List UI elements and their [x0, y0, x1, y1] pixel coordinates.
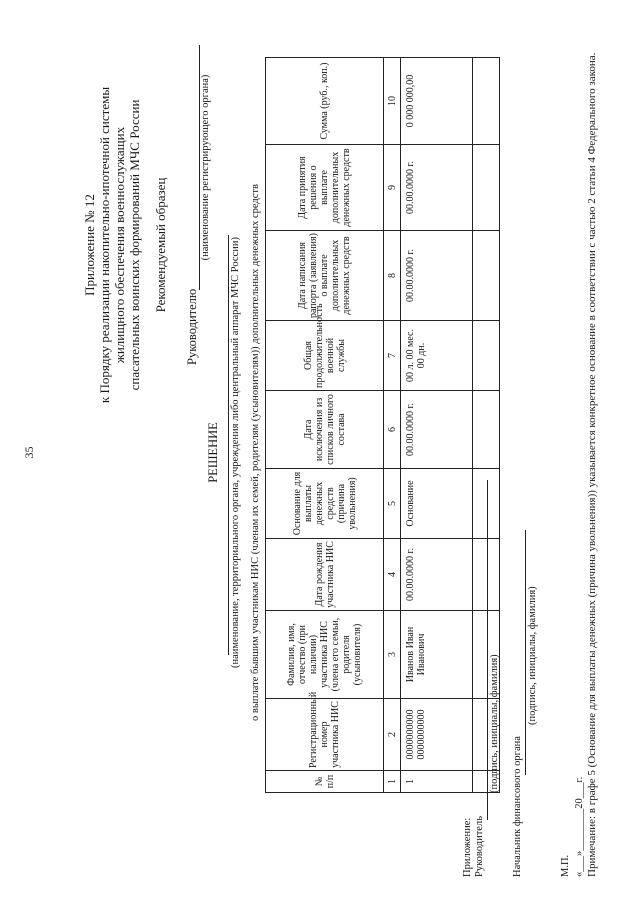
- table-cell: 1: [401, 771, 473, 793]
- table-cell: 00.00.0000 г.: [401, 231, 473, 321]
- manager-signature-caption: (подпись, инициалы, фамилия): [489, 654, 500, 793]
- table-cell: [473, 391, 500, 469]
- payments-table: [265, 57, 500, 793]
- column-number: 4: [384, 539, 401, 611]
- column-header: Основание для выплаты денежных средств (причина увольнения): [266, 469, 384, 539]
- appendix-number: Приложение № 12: [82, 194, 97, 296]
- column-header: Дата написания рапорта (заявления) о выплате дополнительных денежных средств: [266, 231, 384, 321]
- finance-signature-line: [525, 530, 526, 775]
- column-header: Дата принятия решения о выплате дополнительных денежных средств: [266, 145, 384, 231]
- column-number-row: [384, 58, 401, 793]
- page-number: 35: [22, 446, 36, 459]
- column-number: 7: [384, 321, 401, 391]
- column-header: Общая продолжительность военной службы: [266, 321, 384, 391]
- column-number: 6: [384, 391, 401, 469]
- table-cell: Основание: [401, 469, 473, 539]
- appendix-line: жилищного обеспечения военнослужащих: [112, 126, 127, 364]
- table-cell: 00.00.0000 г.: [401, 391, 473, 469]
- appendix-line: к Порядку реализации накопительно-ипотечной системы: [97, 86, 112, 404]
- column-number: 8: [384, 231, 401, 321]
- table-cell: Иванов Иван Иванович: [401, 611, 473, 699]
- appendix-line: спасательных воинских формирований МЧС России: [127, 99, 142, 391]
- column-header: Регистрационный номер участника НИС: [266, 699, 384, 771]
- organization-line: [228, 235, 229, 655]
- column-header: № п/п: [266, 771, 384, 793]
- column-number: 2: [384, 699, 401, 771]
- date-field: «___»________20___г.: [574, 776, 585, 877]
- table-cell: [473, 58, 500, 145]
- attachment-label: Приложение:: [462, 817, 473, 877]
- finance-head-label: Начальник финансового органа: [512, 736, 523, 877]
- table-cell: [473, 231, 500, 321]
- column-header: Дата исключения из списков личного состава: [266, 391, 384, 469]
- table-cell: [473, 539, 500, 611]
- table-cell: 00.00.0000 г.: [401, 145, 473, 231]
- finance-signature-caption: (подпись, инициалы, фамилия): [527, 586, 538, 725]
- column-number: 10: [384, 58, 401, 145]
- manager-signature-line: [487, 480, 488, 820]
- table-header-row: [266, 58, 384, 793]
- organization-caption: (наименование, территориального органа, учреждения либо центральный аппарат МЧС России): [230, 237, 241, 668]
- column-header: Дата рождения участника НИС: [266, 539, 384, 611]
- column-number: 1: [384, 771, 401, 793]
- addressee-label: Руководителю: [185, 288, 199, 365]
- table-cell: 0 000 000,00: [401, 58, 473, 145]
- table-cell: 0000000000 0000000000: [401, 699, 473, 771]
- appendix-header: [82, 55, 142, 435]
- column-number: 3: [384, 611, 401, 699]
- column-header: Сумма (руб., коп.): [266, 58, 384, 145]
- addressee-caption: (наименование регистрирующего органа): [200, 74, 211, 261]
- document-title: РЕШЕНИЕ: [206, 422, 220, 483]
- table-cell: [473, 469, 500, 539]
- stamp-place: М.П.: [560, 854, 571, 877]
- table-cell: [473, 321, 500, 391]
- footnote: Примечание: в графе 5 (Основание для выплаты денежных (причина увольнения)) указывается конкретное основание в соответствии с частью 2 статьи 4 Федерального закона.: [586, 52, 598, 877]
- table-row: [401, 58, 473, 793]
- column-number: 9: [384, 145, 401, 231]
- decision-subject: о выплате бывшим участникам НИС (членам их семей, родителям (усыновителям)) дополнительных денежных средств: [250, 184, 261, 721]
- table-cell: [473, 145, 500, 231]
- table-cell: 00.00.0000 г.: [401, 539, 473, 611]
- column-header: Фамилия, имя, отчество (при наличии) участника НИС (члена его семьи, родителя (усыновителя): [266, 611, 384, 699]
- column-number: 5: [384, 469, 401, 539]
- manager-label: Руководитель: [474, 816, 485, 877]
- table-cell: 00 л. 00 мес. 00 дн.: [401, 321, 473, 391]
- recommended-sample: Рекомендуемый образец: [153, 177, 168, 313]
